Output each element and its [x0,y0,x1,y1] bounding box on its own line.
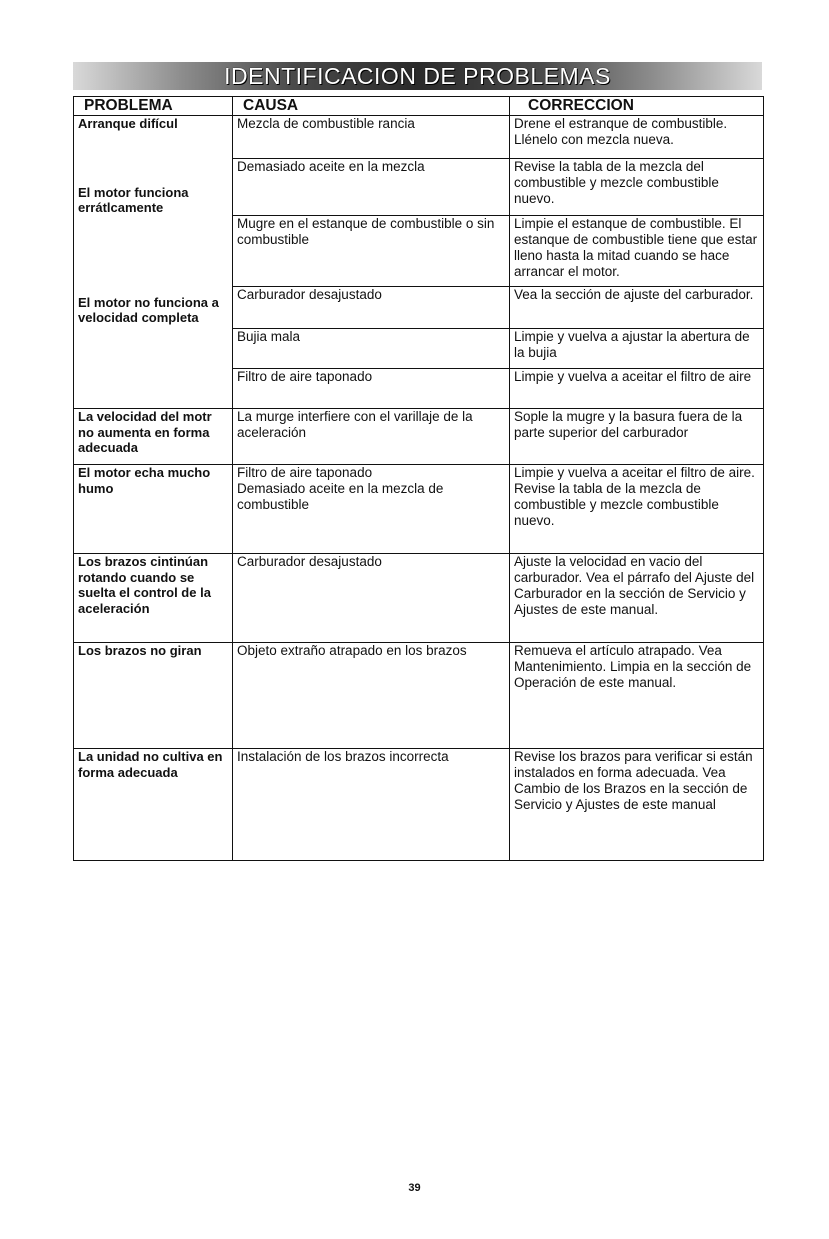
header-correction: CORRECCION [510,97,764,116]
correction-cell: Drene el estranque de combustible. Llénelo con mezcla nueva. [510,116,764,159]
problem-cell [74,369,233,409]
table-row [74,554,764,643]
correction-cell: Sople la mugre y la basura fuera de la parte superior del carburador [510,409,764,465]
problem-cell [74,216,233,287]
problem-cell [74,287,233,329]
header-problem: PROBLEMA [74,97,233,116]
correction-cell: Limpie y vuelva a aceitar el filtro de aire. Revise la tabla de la mezcla de combustible y mezcle combustible nuevo. [510,465,764,554]
table-row [74,287,764,329]
correction-cell: Limpie el estanque de combustible. El estanque de combustible tiene que estar lleno hasta la mitad cuando se hace arrancar el motor. [510,216,764,287]
cause-cell: Demasiado aceite en la mezcla [233,159,510,216]
table-row [74,643,764,749]
page-title: IDENTIFICACION DE PROBLEMAS [224,62,611,89]
correction-cell: Revise la tabla de la mezcla del combustible y mezcle combustible nuevo. [510,159,764,216]
correction-cell: Ajuste la velocidad en vacio del carburador. Vea el párrafo del Ajuste del Carburador en la sección de Servicio y Ajustes de este manual. [510,554,764,643]
cause-cell: Mugre en el estanque de combustible o sin combustible [233,216,510,287]
cause-cell: Carburador desajustado [233,554,510,643]
problem-text: El motor funciona errátlcamente [78,184,189,215]
cause-cell: Objeto extraño atrapado en los brazos [233,643,510,749]
cause-cell: Mezcla de combustible rancia [233,116,510,159]
page-number: 39 [408,1182,421,1194]
problem-cell: Los brazos no giran [74,643,233,749]
table-header-row [74,97,764,116]
title-banner [73,62,762,90]
problem-cell [74,329,233,369]
problem-cell: El motor echa mucho humo [74,465,233,554]
problem-cell: Los brazos cintinúan rotando cuando se suelta el control de la aceleración [74,554,233,643]
problem-cell [74,159,233,216]
troubleshooting-table [73,96,764,861]
table-row [74,749,764,861]
cause-cell: Carburador desajustado [233,287,510,329]
problem-cell: La unidad no cultiva en forma adecuada [74,749,233,861]
problem-cell: La velocidad del motr no aumenta en forma adecuada [74,409,233,465]
correction-cell: Vea la sección de ajuste del carburador. [510,287,764,329]
table-row [74,116,764,159]
problem-cell: Arranque difícul [74,116,233,159]
correction-cell: Limpie y vuelva a aceitar el filtro de aire [510,369,764,409]
table-row [74,216,764,287]
table-row [74,465,764,554]
cause-cell: Filtro de aire taponado [233,369,510,409]
correction-cell: Remueva el artículo atrapado. Vea Mantenimiento. Limpia en la sección de Operación de este manual. [510,643,764,749]
cause-cell: Instalación de los brazos incorrecta [233,749,510,861]
cause-cell: Filtro de aire taponado Demasiado aceite en la mezcla de combustible [233,465,510,554]
correction-cell: Revise los brazos para verificar si están instalados en forma adecuada. Vea Cambio de los Brazos en la sección de Servicio y Ajustes de este manual [510,749,764,861]
table-row [74,329,764,369]
cause-cell: Bujia mala [233,329,510,369]
table-row [74,369,764,409]
table-row [74,409,764,465]
problem-text: El motor no funciona a velocidad completa [78,294,219,325]
correction-cell: Limpie y vuelva a ajustar la abertura de la bujia [510,329,764,369]
table-row [74,159,764,216]
cause-cell: La murge interfiere con el varillaje de la aceleración [233,409,510,465]
header-cause: CAUSA [233,97,510,116]
